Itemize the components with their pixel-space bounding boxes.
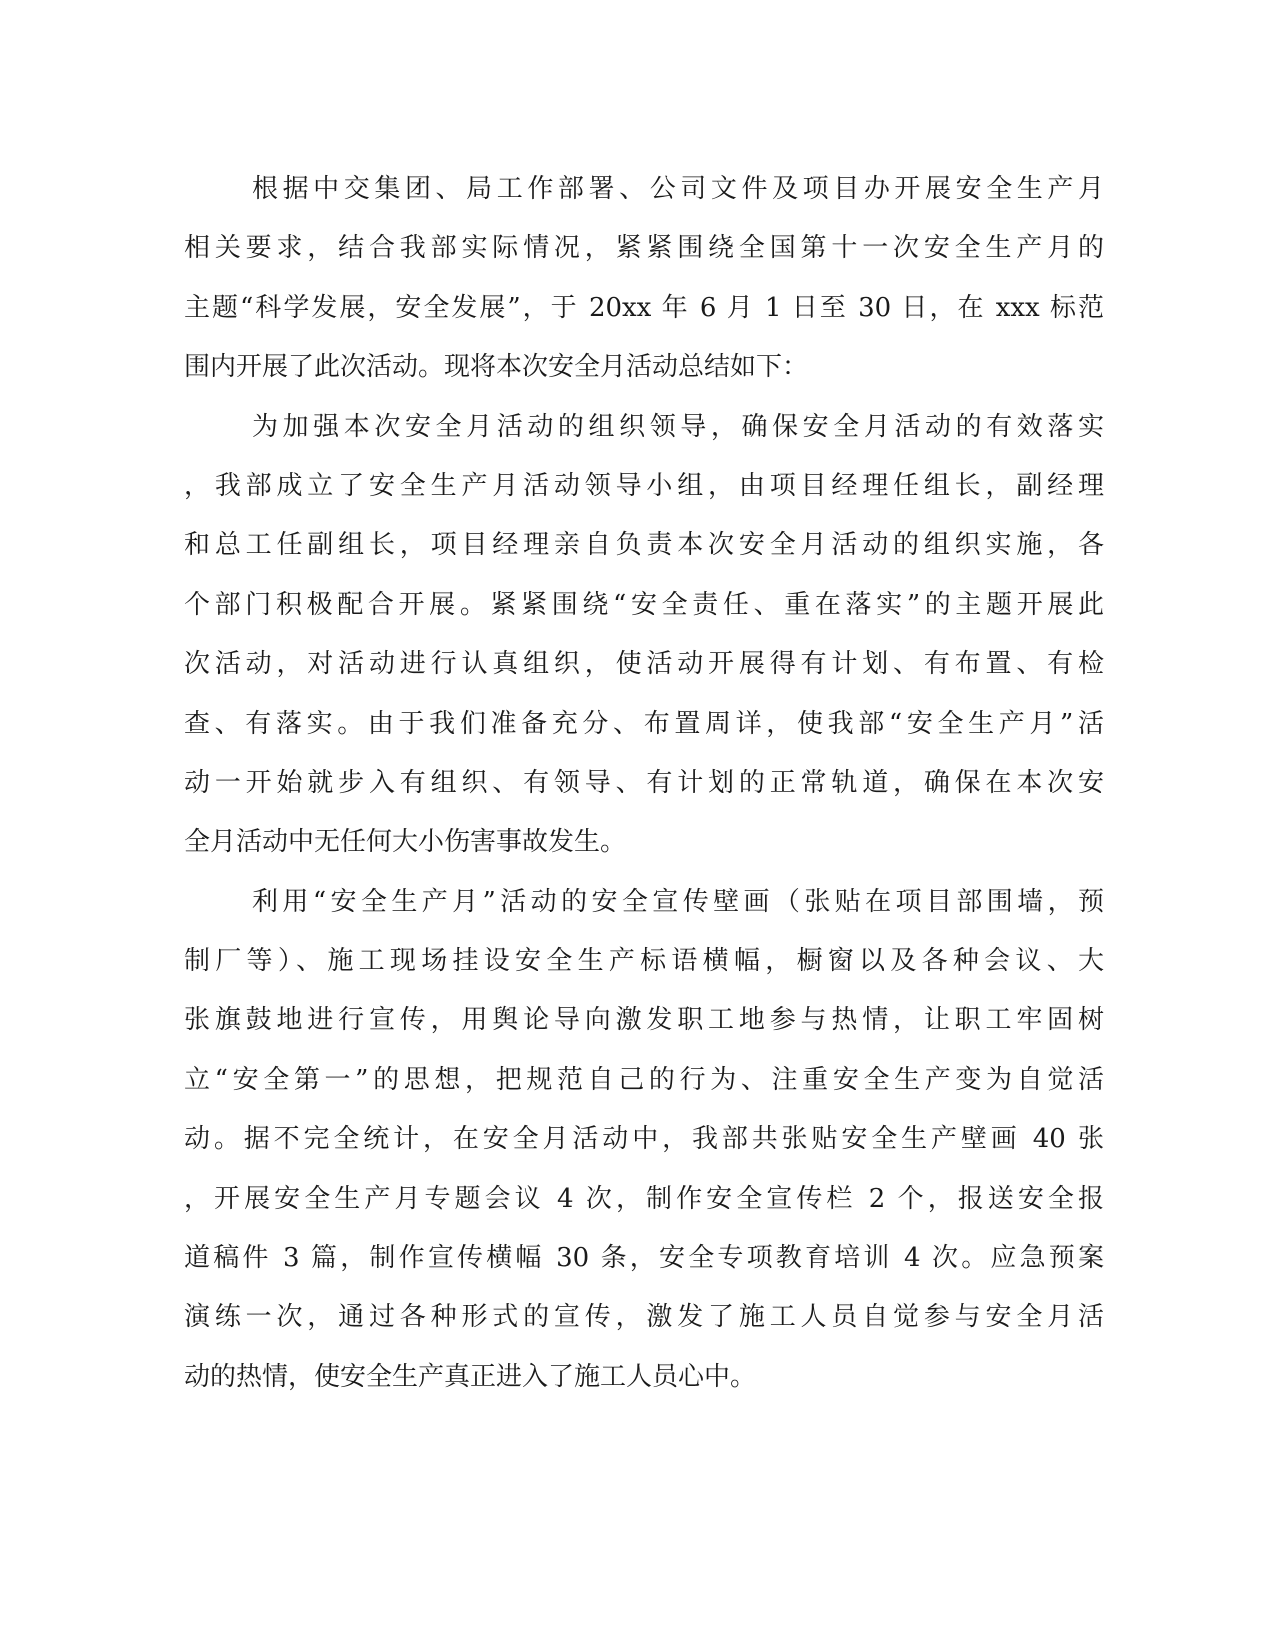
paragraph-2 — [184, 398, 1104, 873]
paragraph-line: 道稿件 3 篇，制作宣传横幅 30 条，安全专项教育培训 4 次。应急预案 — [184, 1243, 1104, 1274]
paragraph-3 — [184, 873, 1104, 1408]
paragraph-line: 演练一次，通过各种形式的宣传，激发了施工人员自觉参与安全月活 — [184, 1302, 1104, 1333]
paragraph-line: ，我部成立了安全生产月活动领导小组，由项目经理任组长，副经理 — [184, 470, 1104, 501]
paragraph-line: 次活动，对活动进行认真组织，使活动开展得有计划、有布置、有检 — [184, 649, 1104, 680]
paragraph-line: 制厂等）、施工现场挂设安全生产标语横幅，橱窗以及各种会议、大 — [184, 946, 1104, 977]
paragraph-line: 个部门积极配合开展。紧紧围绕“安全责任、重在落实”的主题开展此 — [184, 589, 1104, 620]
paragraph-line: 张旗鼓地进行宣传，用舆论导向激发职工地参与热情，让职工牢固树 — [184, 1005, 1104, 1036]
paragraph-line: 和总工任副组长，项目经理亲自负责本次安全月活动的组织实施，各 — [184, 530, 1104, 561]
paragraph-line: 动。据不完全统计，在安全月活动中，我部共张贴安全生产壁画 40 张 — [184, 1124, 1104, 1155]
paragraph-1 — [184, 160, 1104, 398]
paragraph-line: ，开展安全生产月专题会议 4 次，制作安全宣传栏 2 个，报送安全报 — [184, 1183, 1104, 1214]
paragraph-line: 利用“安全生产月”活动的安全宣传壁画（张贴在项目部围墙，预 — [252, 886, 1104, 917]
paragraph-line: 动一开始就步入有组织、有领导、有计划的正常轨道，确保在本次安 — [184, 767, 1104, 798]
paragraph-line: 根据中交集团、局工作部署、公司文件及项目办开展安全生产月 — [252, 174, 1104, 204]
paragraph-line: 为加强本次安全月活动的组织领导，确保安全月活动的有效落实 — [252, 411, 1104, 442]
paragraph-line: 全月活动中无任何大小伤害事故发生。 — [184, 827, 627, 858]
paragraph-line: 相关要求，结合我部实际情况，紧紧围绕全国第十一次安全生产月的 — [184, 233, 1104, 264]
paragraph-line: 动的热情，使安全生产真正进入了施工人员心中。 — [184, 1361, 757, 1392]
paragraph-line: 立“安全第一”的思想，把规范自己的行为、注重安全生产变为自觉活 — [184, 1064, 1104, 1095]
paragraph-line: 查、有落实。由于我们准备充分、布置周详，使我部“安全生产月”活 — [184, 708, 1104, 739]
document-body — [184, 160, 1104, 1407]
paragraph-line: 主题“科学发展，安全发展”，于 20xx 年 6 月 1 日至 30 日，在 xxx 标范 — [184, 292, 1104, 323]
paragraph-line: 围内开展了此次活动。现将本次安全月活动总结如下： — [184, 352, 809, 383]
